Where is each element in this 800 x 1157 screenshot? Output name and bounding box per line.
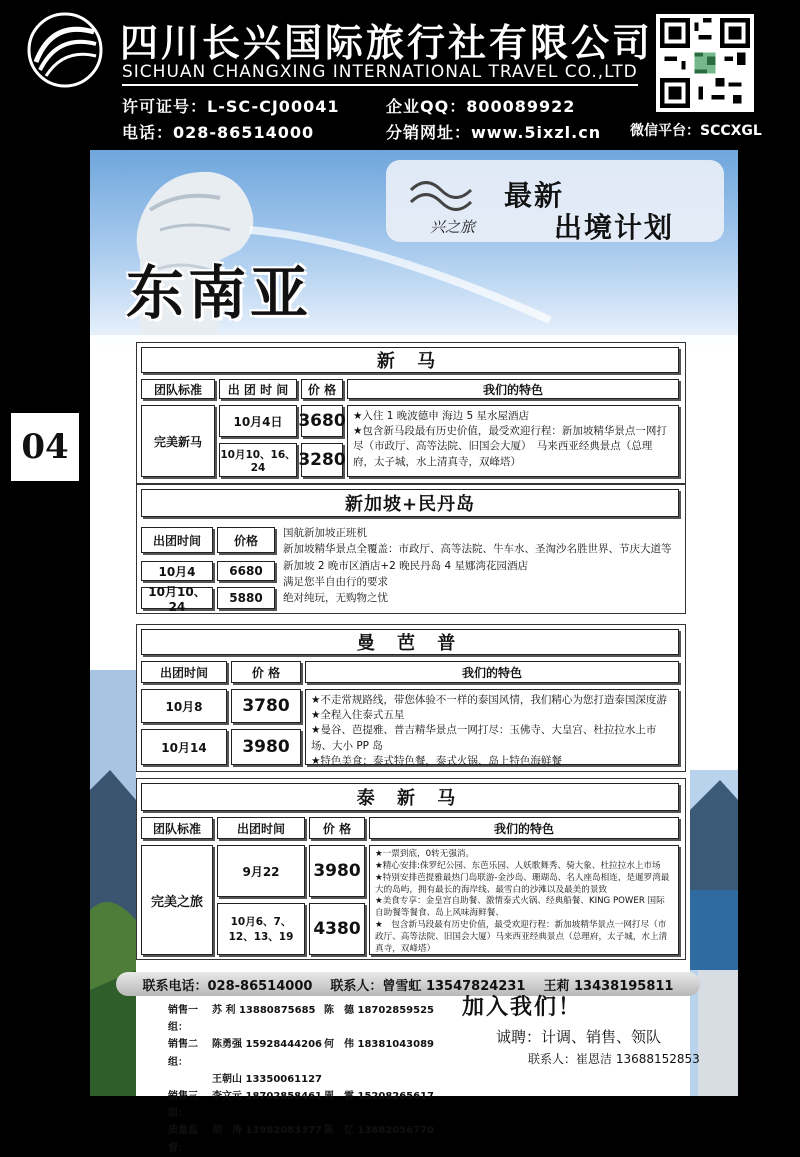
company-phone: 电话：028-86514000 xyxy=(122,123,315,142)
feature-line: 国航新加坡正班机 xyxy=(283,527,367,539)
region-title: 东南亚 xyxy=(126,259,313,327)
header xyxy=(0,0,800,148)
feature-line: 新加坡 2 晚市区酒店+2 晚民丹岛 4 星娜湾花园酒店 xyxy=(283,559,529,572)
section-xinma xyxy=(136,342,686,484)
features xyxy=(305,689,679,765)
price: 3780 xyxy=(231,689,301,723)
departure-date: 10月14 xyxy=(141,729,227,765)
company-website[interactable]: 分销网址：www.5ixzl.cn xyxy=(386,123,602,142)
landscape-left xyxy=(90,670,136,1096)
license-number: 许可证号：L-SC-CJ00041 xyxy=(122,97,340,116)
header-date: 出团时间 xyxy=(141,661,227,683)
price: 6680 xyxy=(217,561,275,581)
header-price: 价 格 xyxy=(231,661,301,683)
header-standard: 团队标准 xyxy=(141,379,215,399)
departure-date: 10月4 xyxy=(141,561,213,581)
sales-row xyxy=(168,1002,468,1036)
departure-date: 10月6、7、12、13、19 xyxy=(217,903,305,955)
feature-line: 满足您半自由行的要求 xyxy=(283,575,388,588)
tag-latest: 最新 xyxy=(504,179,565,212)
departure-date: 10月10、16、24 xyxy=(219,443,297,477)
sales-row xyxy=(168,1071,468,1088)
departure-date: 10月10、24 xyxy=(141,587,213,609)
header-features: 我们的特色 xyxy=(347,379,679,399)
features xyxy=(347,405,679,477)
header-price: 价 格 xyxy=(301,379,343,399)
section-title: 泰 新 马 xyxy=(141,783,679,811)
team-standard: 完美新马 xyxy=(141,405,215,477)
feature-line: ★特别安排芭提雅最热门岛联游-金沙岛、珊瑚岛、名人座岛相连，是暹罗湾最大的岛屿，拥有最长的海岸线、最雪白的沙滩以及最美的景致 xyxy=(375,872,670,895)
sales-contact: 陈勇强 15928444206 xyxy=(212,1039,323,1051)
section-title: 新加坡+民丹岛 xyxy=(141,489,679,517)
header-date: 出 团 时 间 xyxy=(219,379,297,399)
sales-contact: 李文元 18702858461 xyxy=(212,1090,323,1102)
feature-line: ★全程入住泰式五星 xyxy=(311,709,405,722)
contact-person: 联系人：曾雪虹 13547824231 xyxy=(330,978,526,994)
contact-person: 王莉 13438195811 xyxy=(543,978,674,994)
qr-code-icon xyxy=(656,14,754,112)
sales-contact: 胡 涛 13982083377 xyxy=(212,1125,323,1137)
hiring-contact: 联系人：崔恩洁 13688152853 xyxy=(528,1052,700,1066)
sales-contact: 陈 忆 13882056770 xyxy=(324,1125,435,1137)
landscape-right xyxy=(690,770,738,1096)
header-features: 我们的特色 xyxy=(305,661,679,683)
price: 3980 xyxy=(231,729,301,765)
section-bangkok-pattaya-phuket xyxy=(136,624,686,772)
price: 4380 xyxy=(309,903,365,955)
company-qq: 企业QQ：800089922 xyxy=(386,97,576,116)
sales-row xyxy=(168,1122,468,1156)
feature-line: ★不走常规路线，带您体验不一样的泰国风情，我们精心为您打造泰国深度游 xyxy=(311,694,667,706)
company-name-en: SICHUAN CHANGXING INTERNATIONAL TRAVEL CO.,LTD xyxy=(122,62,638,86)
feature-line: 绝对纯玩，无购物之忧 xyxy=(283,592,388,605)
sales-contact: 周 雷 15208265617 xyxy=(324,1090,435,1102)
feature-line: ★特色美食：泰式特色餐，泰式火锅、岛上特色海鲜餐 xyxy=(311,754,562,767)
feature-line: ★包含新马段最有历史价值，最受欢迎行程：新加坡精华景点一网打尽（市政厅、高等法院、旧国会大厦） 马来西亚经典景点（总理府，太子城，水上清真寺，双峰塔） xyxy=(353,425,667,468)
promo-banner xyxy=(386,160,724,242)
sales-contact: 王朝山 13350061127 xyxy=(212,1073,323,1085)
sales-group: 销售二组： xyxy=(168,1039,198,1068)
sales-contact: 陈 德 18702859525 xyxy=(324,1005,435,1016)
feature-line: ★ 包含新马段最有历史价值，最受欢迎行程：新加坡精华景点一网打尽（市政厅、高等法院、旧国会大厦）马来西亚经典景点（总理府，太子城，水上清真寺，双峰塔） xyxy=(375,920,668,954)
section-singapore-bintan xyxy=(136,484,686,614)
departure-date: 9月22 xyxy=(217,845,305,897)
sales-contact: 何 伟 18381043089 xyxy=(324,1039,435,1051)
section-title: 新 马 xyxy=(141,347,679,373)
price: 5880 xyxy=(217,587,275,609)
sales-group xyxy=(168,1071,212,1088)
wave-logo-icon xyxy=(406,170,476,220)
feature-line: 新加坡精华景点全覆盖：市政厅、高等法院、牛车水、圣淘沙名胜世界、节庆大道等 xyxy=(283,543,672,556)
brand-name: 兴之旅 xyxy=(430,218,476,236)
contact-phone: 联系电话：028-86514000 xyxy=(142,978,313,994)
header-features: 我们的特色 xyxy=(369,817,679,839)
header-date: 出团时间 xyxy=(141,527,213,553)
price: 3980 xyxy=(309,845,365,897)
sales-group: 销售一组： xyxy=(168,1005,198,1034)
section-title: 曼 芭 普 xyxy=(141,629,679,655)
section-thailand-singapore-malaysia xyxy=(136,778,686,960)
feature-line: ★一票到底，0转无强消。 xyxy=(375,849,475,859)
sales-contact: 苏 利 13880875685 xyxy=(212,1005,316,1016)
feature-line: ★美食专享：金皇宫自助餐、激情泰式火锅、经典船餐、KING POWER 国际自助餐等餐食、岛上风味海鲜餐、 xyxy=(375,896,665,919)
contact-bar xyxy=(116,972,700,996)
poster xyxy=(90,150,738,1154)
sales-contacts xyxy=(168,1002,468,1157)
sales-group: 质量监督： xyxy=(168,1125,198,1154)
header-standard: 团队标准 xyxy=(141,817,213,839)
sales-row xyxy=(168,1036,468,1070)
header-price: 价格 xyxy=(217,527,275,553)
swirl-logo-icon xyxy=(22,10,108,90)
tag-outbound-plan: 出境计划 xyxy=(554,211,675,244)
price: 3280 xyxy=(301,443,343,477)
sales-group: 销售三组： xyxy=(168,1090,198,1120)
feature-line: ★曼谷、芭提雅、普吉精华景点一网打尽：玉佛寺、大皇宫、杜拉拉水上市场、大小 PP 岛 xyxy=(311,724,657,752)
wechat-platform: 微信平台：SCCXGL xyxy=(630,123,762,139)
company-name-cn: 四川长兴国际旅行社有限公司 xyxy=(120,21,654,65)
price: 3680 xyxy=(301,405,343,437)
sales-row xyxy=(168,1088,468,1122)
departure-date: 10月4日 xyxy=(219,405,297,437)
join-us-heading: 加入我们！ xyxy=(462,995,583,1020)
features xyxy=(283,525,683,606)
page-number: 04 xyxy=(8,410,82,484)
header-date: 出团时间 xyxy=(217,817,305,839)
header-price: 价 格 xyxy=(309,817,365,839)
departure-date: 10月8 xyxy=(141,689,227,723)
features xyxy=(369,845,679,955)
team-standard: 完美之旅 xyxy=(141,845,213,955)
feature-line: ★入住 1 晚波德申 海边 5 星水屋酒店 xyxy=(353,410,529,422)
hiring-positions: 诚聘：计调、销售、领队 xyxy=(496,1028,662,1046)
feature-line: ★精心安排:侏罗纪公园、东芭乐园、人妖歌舞秀、骑大象、杜拉拉水上市场 xyxy=(375,860,661,871)
